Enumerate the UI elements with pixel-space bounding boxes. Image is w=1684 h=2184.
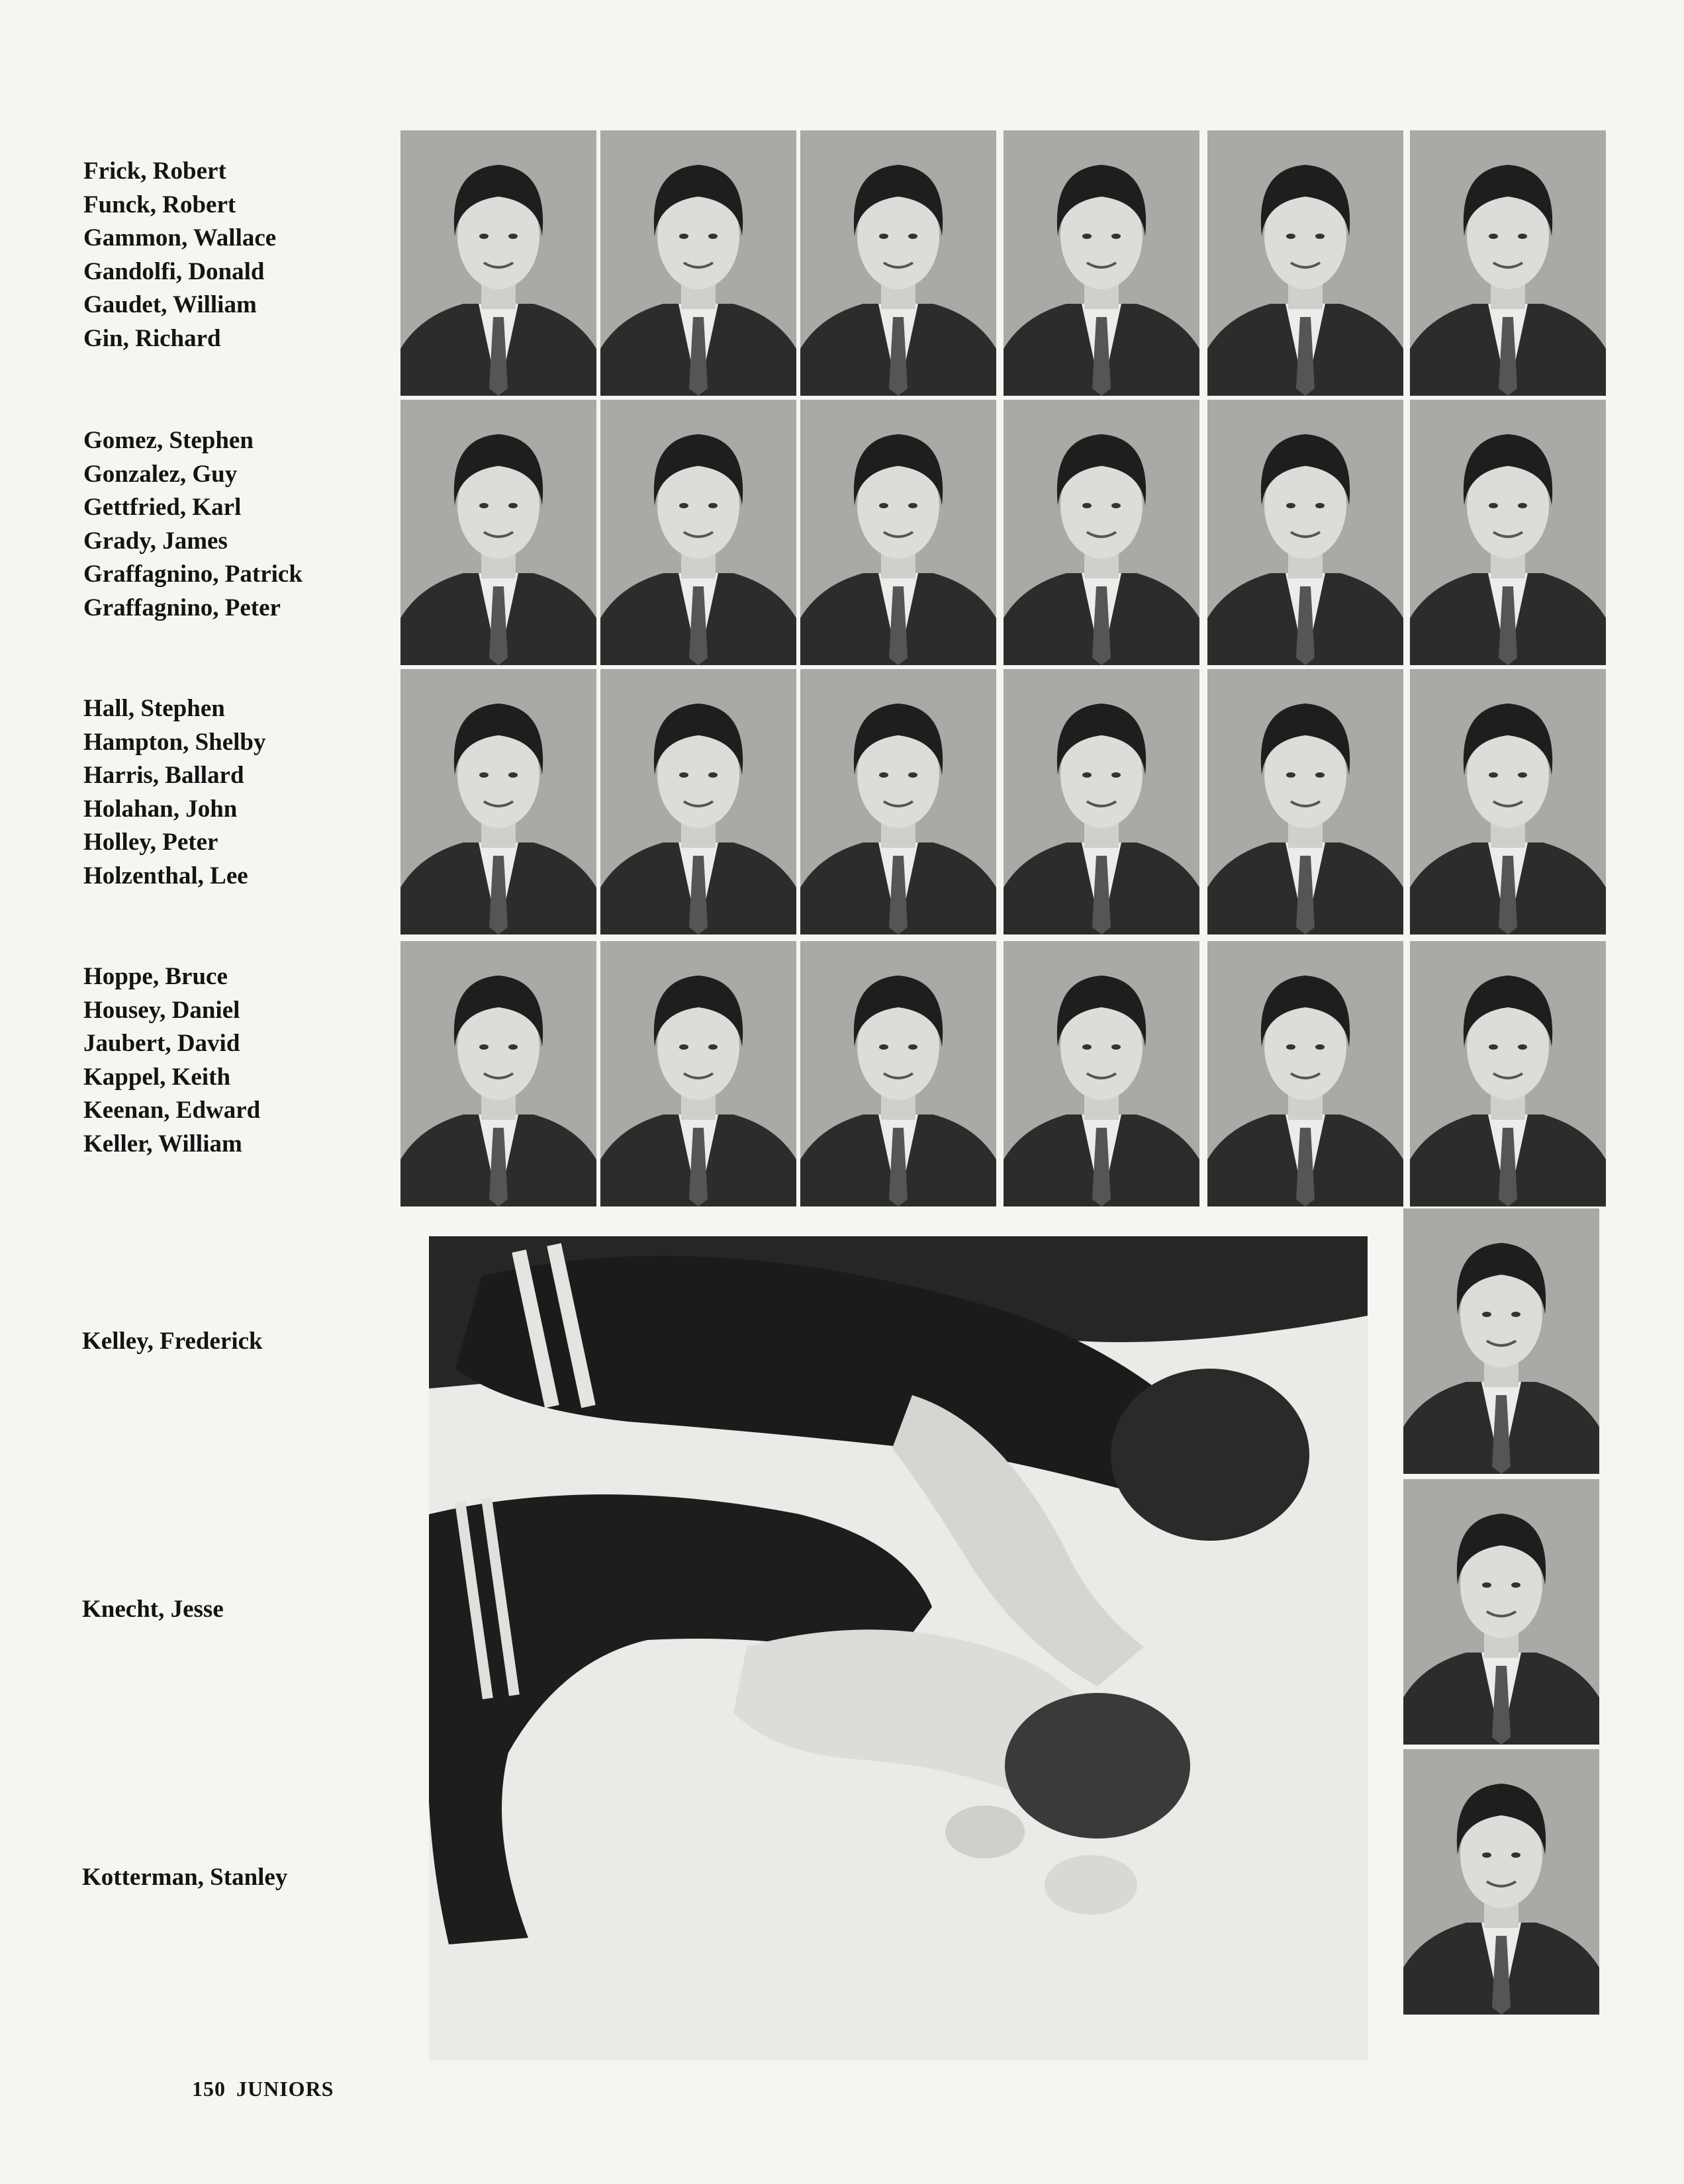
section-title: JUNIORS: [236, 2077, 334, 2101]
student-name: Kotterman, Stanley: [82, 1864, 288, 1891]
student-name: Gettfried, Karl: [83, 494, 242, 521]
student-portrait: [1004, 130, 1199, 396]
student-portrait: [600, 400, 796, 665]
student-portrait: [400, 669, 596, 934]
student-name: Knecht, Jesse: [82, 1596, 224, 1623]
student-name: Holley, Peter: [83, 829, 218, 856]
student-name: Kappel, Keith: [83, 1063, 231, 1091]
student-name: Hampton, Shelby: [83, 728, 266, 756]
student-name: Gonzalez, Guy: [83, 460, 238, 488]
student-name: Keller, William: [83, 1130, 242, 1158]
student-name: Grady, James: [83, 527, 228, 555]
page-number: 150: [192, 2077, 226, 2101]
name-list-row-4: [83, 960, 260, 1161]
wrestling-photo: [429, 1236, 1368, 2060]
student-name: Frick, Robert: [83, 158, 226, 185]
student-portrait: [1410, 130, 1606, 396]
student-portrait: [800, 400, 996, 665]
student-portrait: [800, 669, 996, 934]
student-portrait: [400, 941, 596, 1206]
student-portrait: [1207, 130, 1403, 396]
student-portrait: [800, 130, 996, 396]
name-list-row-3: [83, 692, 266, 893]
name-list-row-2: [83, 424, 303, 625]
student-portrait: [800, 941, 996, 1206]
student-portrait: [1004, 669, 1199, 934]
student-portrait: [1403, 1208, 1599, 1474]
student-name: Graffagnino, Peter: [83, 594, 281, 621]
student-portrait: [600, 941, 796, 1206]
student-name: Hall, Stephen: [83, 695, 225, 722]
student-name: Jaubert, David: [83, 1030, 240, 1057]
student-portrait: [1410, 941, 1606, 1206]
student-name: Gin, Richard: [83, 324, 221, 352]
student-name: Gaudet, William: [83, 291, 257, 318]
student-name: Gomez, Stephen: [83, 427, 254, 454]
student-name: Funck, Robert: [83, 191, 236, 218]
student-name: Graffagnino, Patrick: [83, 561, 303, 588]
student-name: Gandolfi, Donald: [83, 257, 265, 285]
student-name: Housey, Daniel: [83, 996, 240, 1024]
student-portrait: [400, 400, 596, 665]
student-name: Gammon, Wallace: [83, 224, 277, 251]
student-portrait: [1207, 669, 1403, 934]
student-portrait: [1004, 400, 1199, 665]
student-name: Keenan, Edward: [83, 1097, 261, 1124]
name-list-row-1: [83, 155, 276, 355]
student-name: Harris, Ballard: [83, 762, 244, 789]
student-portrait: [1004, 941, 1199, 1206]
page-footer: [192, 2077, 344, 2101]
student-name: Holzenthal, Lee: [83, 862, 248, 889]
student-portrait: [1410, 669, 1606, 934]
student-name: Holahan, John: [83, 795, 238, 823]
student-portrait: [1207, 941, 1403, 1206]
student-portrait: [600, 669, 796, 934]
student-name: Kelley, Frederick: [82, 1328, 263, 1355]
student-portrait: [1403, 1479, 1599, 1745]
student-portrait: [400, 130, 596, 396]
student-portrait: [600, 130, 796, 396]
student-portrait: [1410, 400, 1606, 665]
student-portrait: [1403, 1749, 1599, 2015]
student-name: Hoppe, Bruce: [83, 963, 228, 990]
student-portrait: [1207, 400, 1403, 665]
